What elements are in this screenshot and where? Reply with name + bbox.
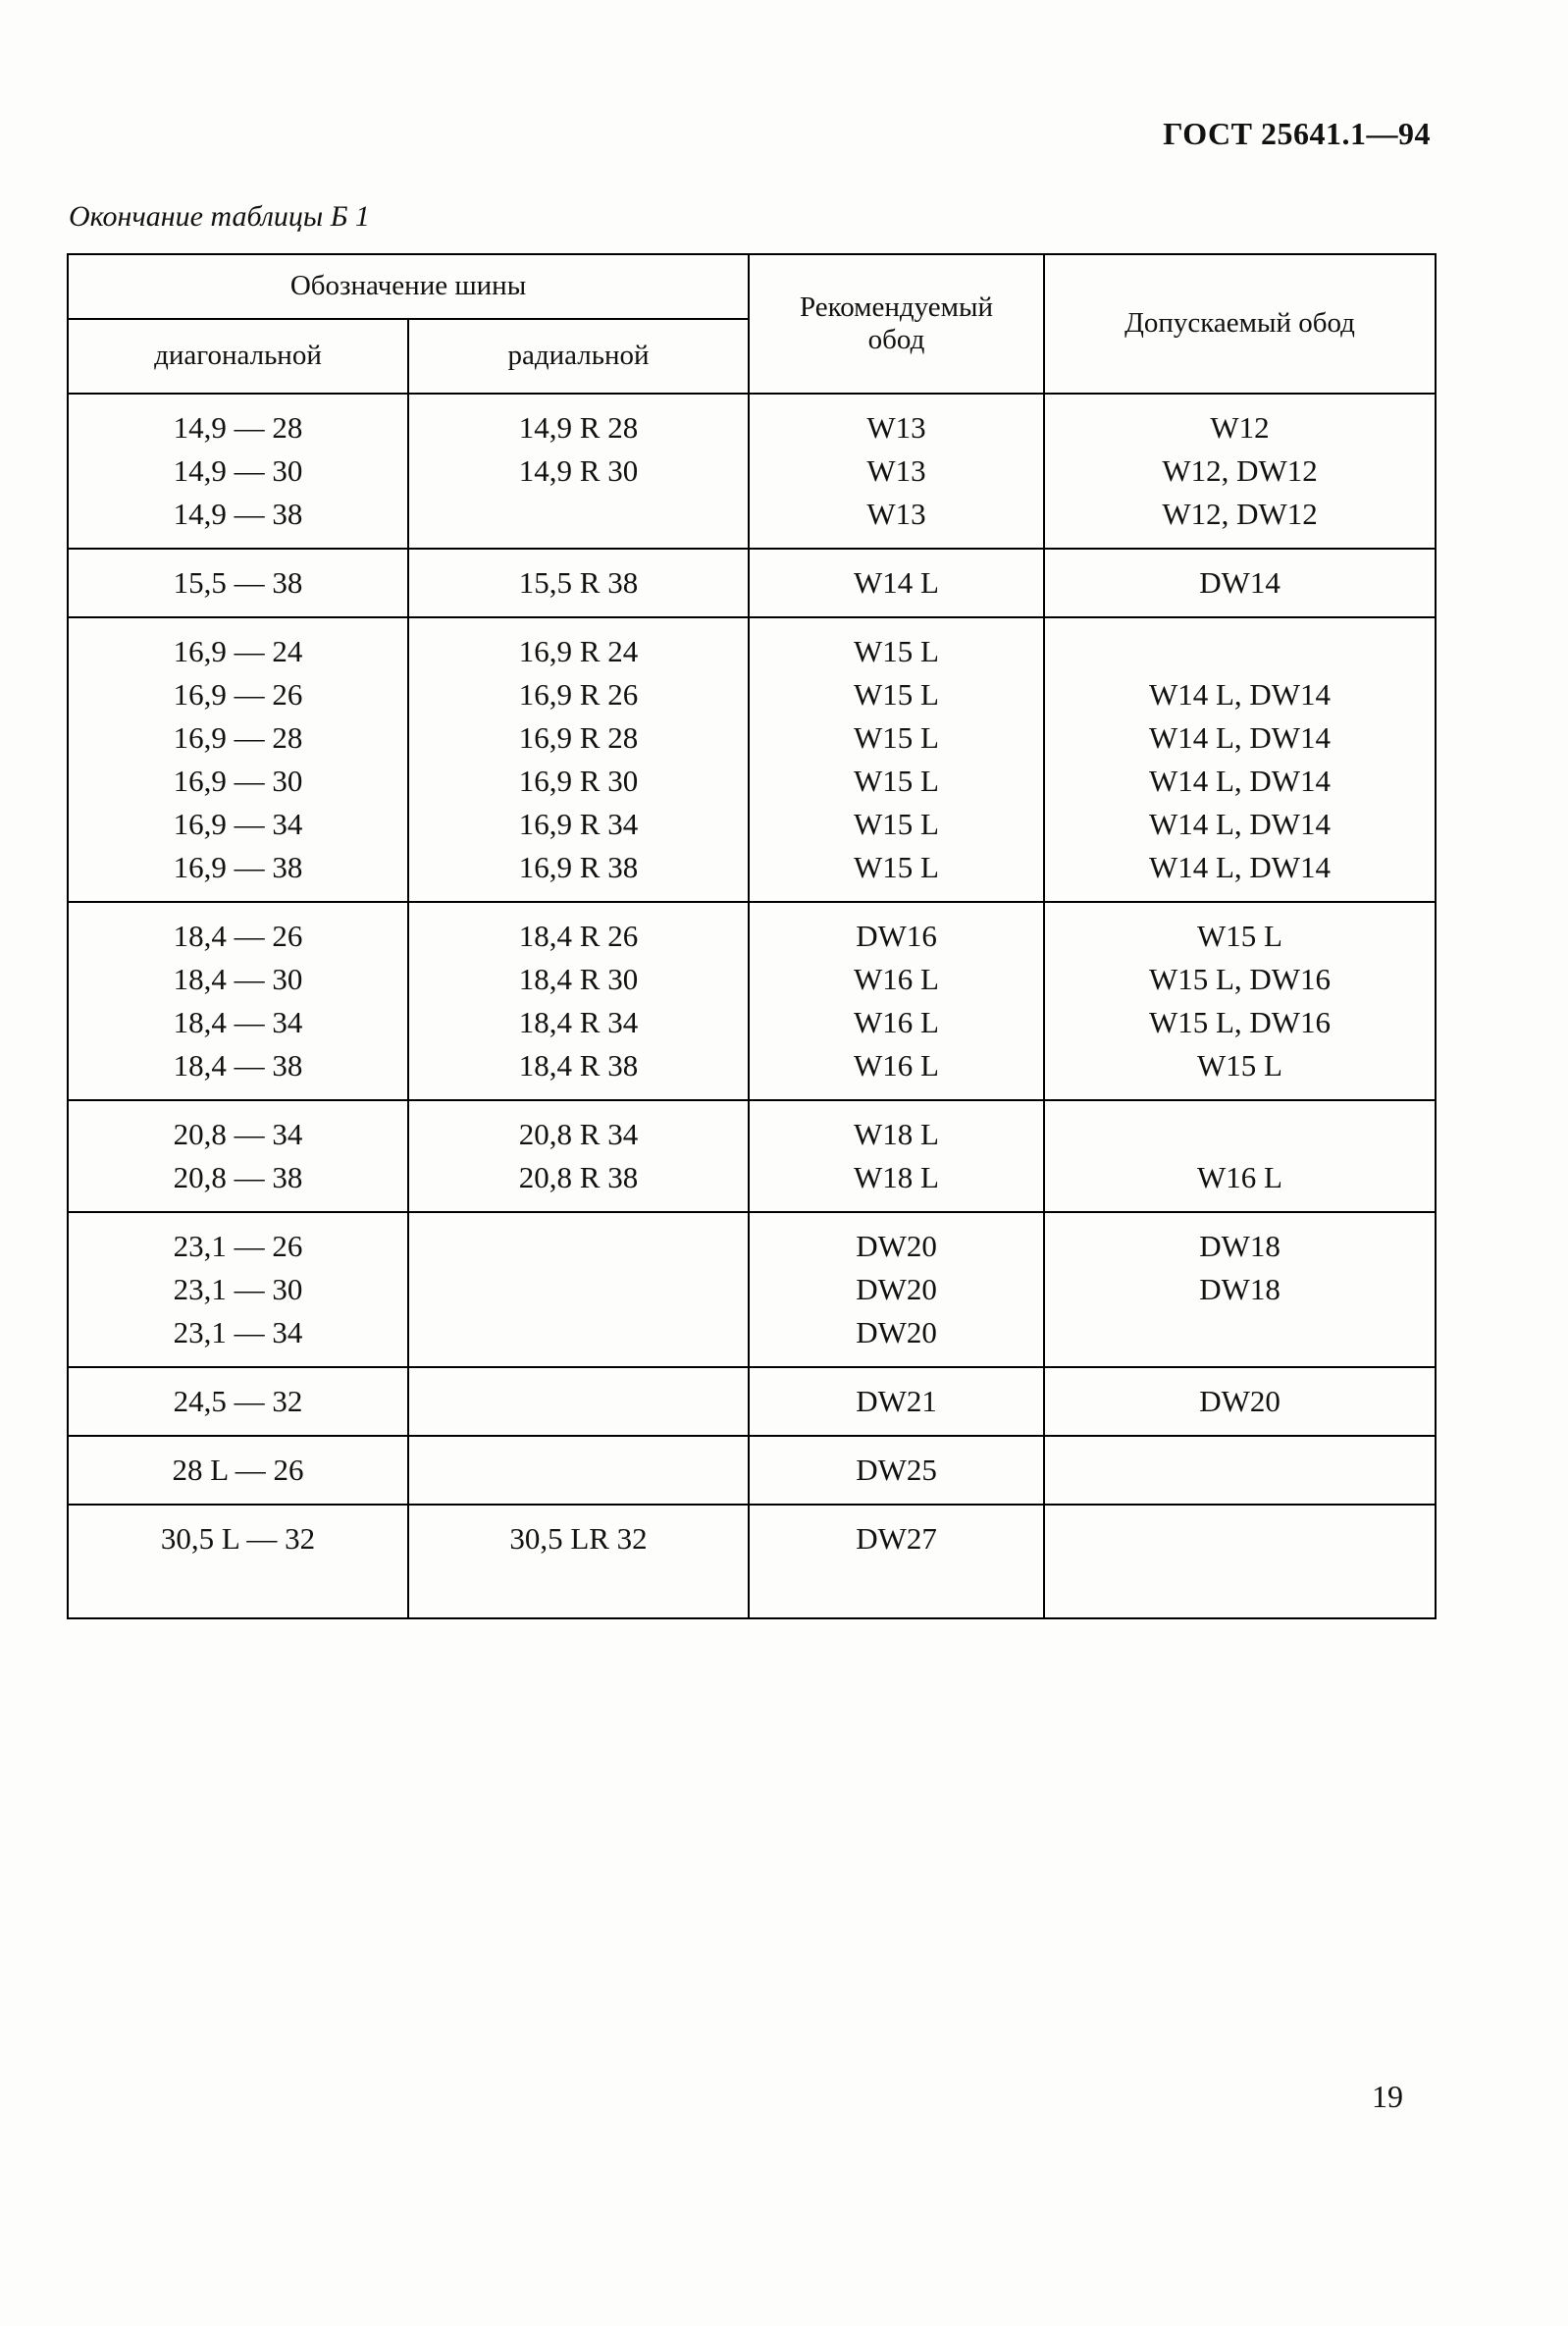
table-cell: 18,4 — 34 [68,1001,408,1044]
table-cell: 16,9 R 38 [408,846,749,902]
header-recommended-rim: Рекомендуемый обод [749,254,1044,394]
table-cell: DW16 [749,902,1044,958]
table-group [68,1212,1436,1367]
table-header [68,254,1436,394]
table-cell: 20,8 — 38 [68,1156,408,1212]
header-radial: радиальной [408,319,749,394]
table-group [68,617,1436,902]
header-diagonal: диагональной [68,319,408,394]
table-row [68,1044,1436,1100]
table-cell [1044,617,1436,673]
table-cell: 16,9 — 34 [68,803,408,846]
table-cell: 30,5 L — 32 [68,1505,408,1618]
table-cell [408,1212,749,1268]
table-cell: W18 L [749,1100,1044,1156]
table-row [68,1156,1436,1212]
table-group [68,394,1436,549]
table-cell: DW25 [749,1436,1044,1505]
table-cell: W16 L [1044,1156,1436,1212]
table-cell: W14 L, DW14 [1044,716,1436,760]
table-cell: W15 L [749,673,1044,716]
table-cell: W12, DW12 [1044,493,1436,549]
table-cell: 16,9 — 38 [68,846,408,902]
table-row [68,1268,1436,1311]
table-row [68,549,1436,617]
table-cell: 23,1 — 26 [68,1212,408,1268]
table-cell: W15 L [749,846,1044,902]
table-cell [1044,1311,1436,1367]
table-row [68,1367,1436,1436]
table-cell: 14,9 — 28 [68,394,408,449]
table-group [68,1367,1436,1436]
table-row [68,1001,1436,1044]
table-group [68,1436,1436,1505]
table-cell [408,1268,749,1311]
table-cell: 18,4 R 34 [408,1001,749,1044]
table-cell: W15 L [1044,902,1436,958]
table-cell: 24,5 — 32 [68,1367,408,1436]
header-allowed-rim: Допускаемый обод [1044,254,1436,394]
table-cell: DW14 [1044,549,1436,617]
table-cell: W14 L [749,549,1044,617]
table-cell [1044,1505,1436,1618]
table-cell: 16,9 — 24 [68,617,408,673]
table-row [68,803,1436,846]
table-cell: W13 [749,449,1044,493]
table-cell: 14,9 R 30 [408,449,749,493]
table-cell: 18,4 — 38 [68,1044,408,1100]
table-cell: 18,4 R 38 [408,1044,749,1100]
table-caption: Окончание таблицы Б 1 [69,200,370,233]
page-number: 19 [1372,2079,1403,2114]
table-cell: W16 L [749,1001,1044,1044]
table-cell: DW18 [1044,1212,1436,1268]
table-cell: 18,4 R 30 [408,958,749,1001]
table-cell: W16 L [749,1044,1044,1100]
table-cell: W15 L [749,716,1044,760]
table-row [68,902,1436,958]
table-cell: W14 L, DW14 [1044,803,1436,846]
table-cell: W14 L, DW14 [1044,846,1436,902]
table-cell: DW20 [749,1212,1044,1268]
table-cell: W18 L [749,1156,1044,1212]
document-number: ГОСТ 25641.1—94 [1163,116,1431,151]
table-cell: DW20 [749,1268,1044,1311]
table-cell: 23,1 — 34 [68,1311,408,1367]
table-row [68,394,1436,449]
table-cell: 20,8 — 34 [68,1100,408,1156]
table-row [68,1100,1436,1156]
table-cell: 15,5 R 38 [408,549,749,617]
table-row [68,493,1436,549]
table-cell [1044,1436,1436,1505]
table-cell [408,1311,749,1367]
table-cell: W16 L [749,958,1044,1001]
table-cell: DW27 [749,1505,1044,1618]
table-cell [408,1367,749,1436]
table-cell: W14 L, DW14 [1044,760,1436,803]
table-cell: W15 L [749,760,1044,803]
table-cell: 16,9 R 34 [408,803,749,846]
table-group [68,549,1436,617]
table-cell: 28 L — 26 [68,1436,408,1505]
table-row [68,846,1436,902]
table-cell: 16,9 R 30 [408,760,749,803]
table-cell: DW20 [1044,1367,1436,1436]
table-cell: DW21 [749,1367,1044,1436]
table-cell: DW20 [749,1311,1044,1367]
table-row [68,673,1436,716]
table-group [68,1505,1436,1618]
table-cell: W15 L [749,617,1044,673]
table-row [68,449,1436,493]
table-cell: W12 [1044,394,1436,449]
table-cell: W14 L, DW14 [1044,673,1436,716]
table-cell: 20,8 R 38 [408,1156,749,1212]
header-row-top [68,254,1436,319]
table-cell: W15 L [749,803,1044,846]
rim-table [67,253,1437,1619]
table-cell: 18,4 — 30 [68,958,408,1001]
table-cell: W15 L [1044,1044,1436,1100]
table-cell: 14,9 — 38 [68,493,408,549]
table-cell: W12, DW12 [1044,449,1436,493]
table-row [68,760,1436,803]
table-cell: 23,1 — 30 [68,1268,408,1311]
table-cell: W15 L, DW16 [1044,1001,1436,1044]
table-row [68,1311,1436,1367]
table-cell: DW18 [1044,1268,1436,1311]
table-cell: W13 [749,493,1044,549]
table-cell: 16,9 R 26 [408,673,749,716]
table-row [68,1505,1436,1618]
table-row [68,1212,1436,1268]
table-cell: 18,4 R 26 [408,902,749,958]
table-cell: 30,5 LR 32 [408,1505,749,1618]
table-cell: 14,9 R 28 [408,394,749,449]
table-cell [408,493,749,549]
table-row [68,958,1436,1001]
table-cell [1044,1100,1436,1156]
table-cell: 14,9 — 30 [68,449,408,493]
table-cell: 15,5 — 38 [68,549,408,617]
table-cell: 16,9 R 28 [408,716,749,760]
table-cell [408,1436,749,1505]
table-cell: 16,9 — 30 [68,760,408,803]
table-cell: W15 L, DW16 [1044,958,1436,1001]
table-cell: 18,4 — 26 [68,902,408,958]
table-cell: 16,9 — 26 [68,673,408,716]
table-cell: 16,9 R 24 [408,617,749,673]
header-tire-designation: Обозначение шины [68,254,749,319]
table-row [68,617,1436,673]
table-cell: 20,8 R 34 [408,1100,749,1156]
table-row [68,1436,1436,1505]
table-cell: 16,9 — 28 [68,716,408,760]
table-group [68,902,1436,1100]
table-row [68,716,1436,760]
table-group [68,1100,1436,1212]
table-cell: W13 [749,394,1044,449]
